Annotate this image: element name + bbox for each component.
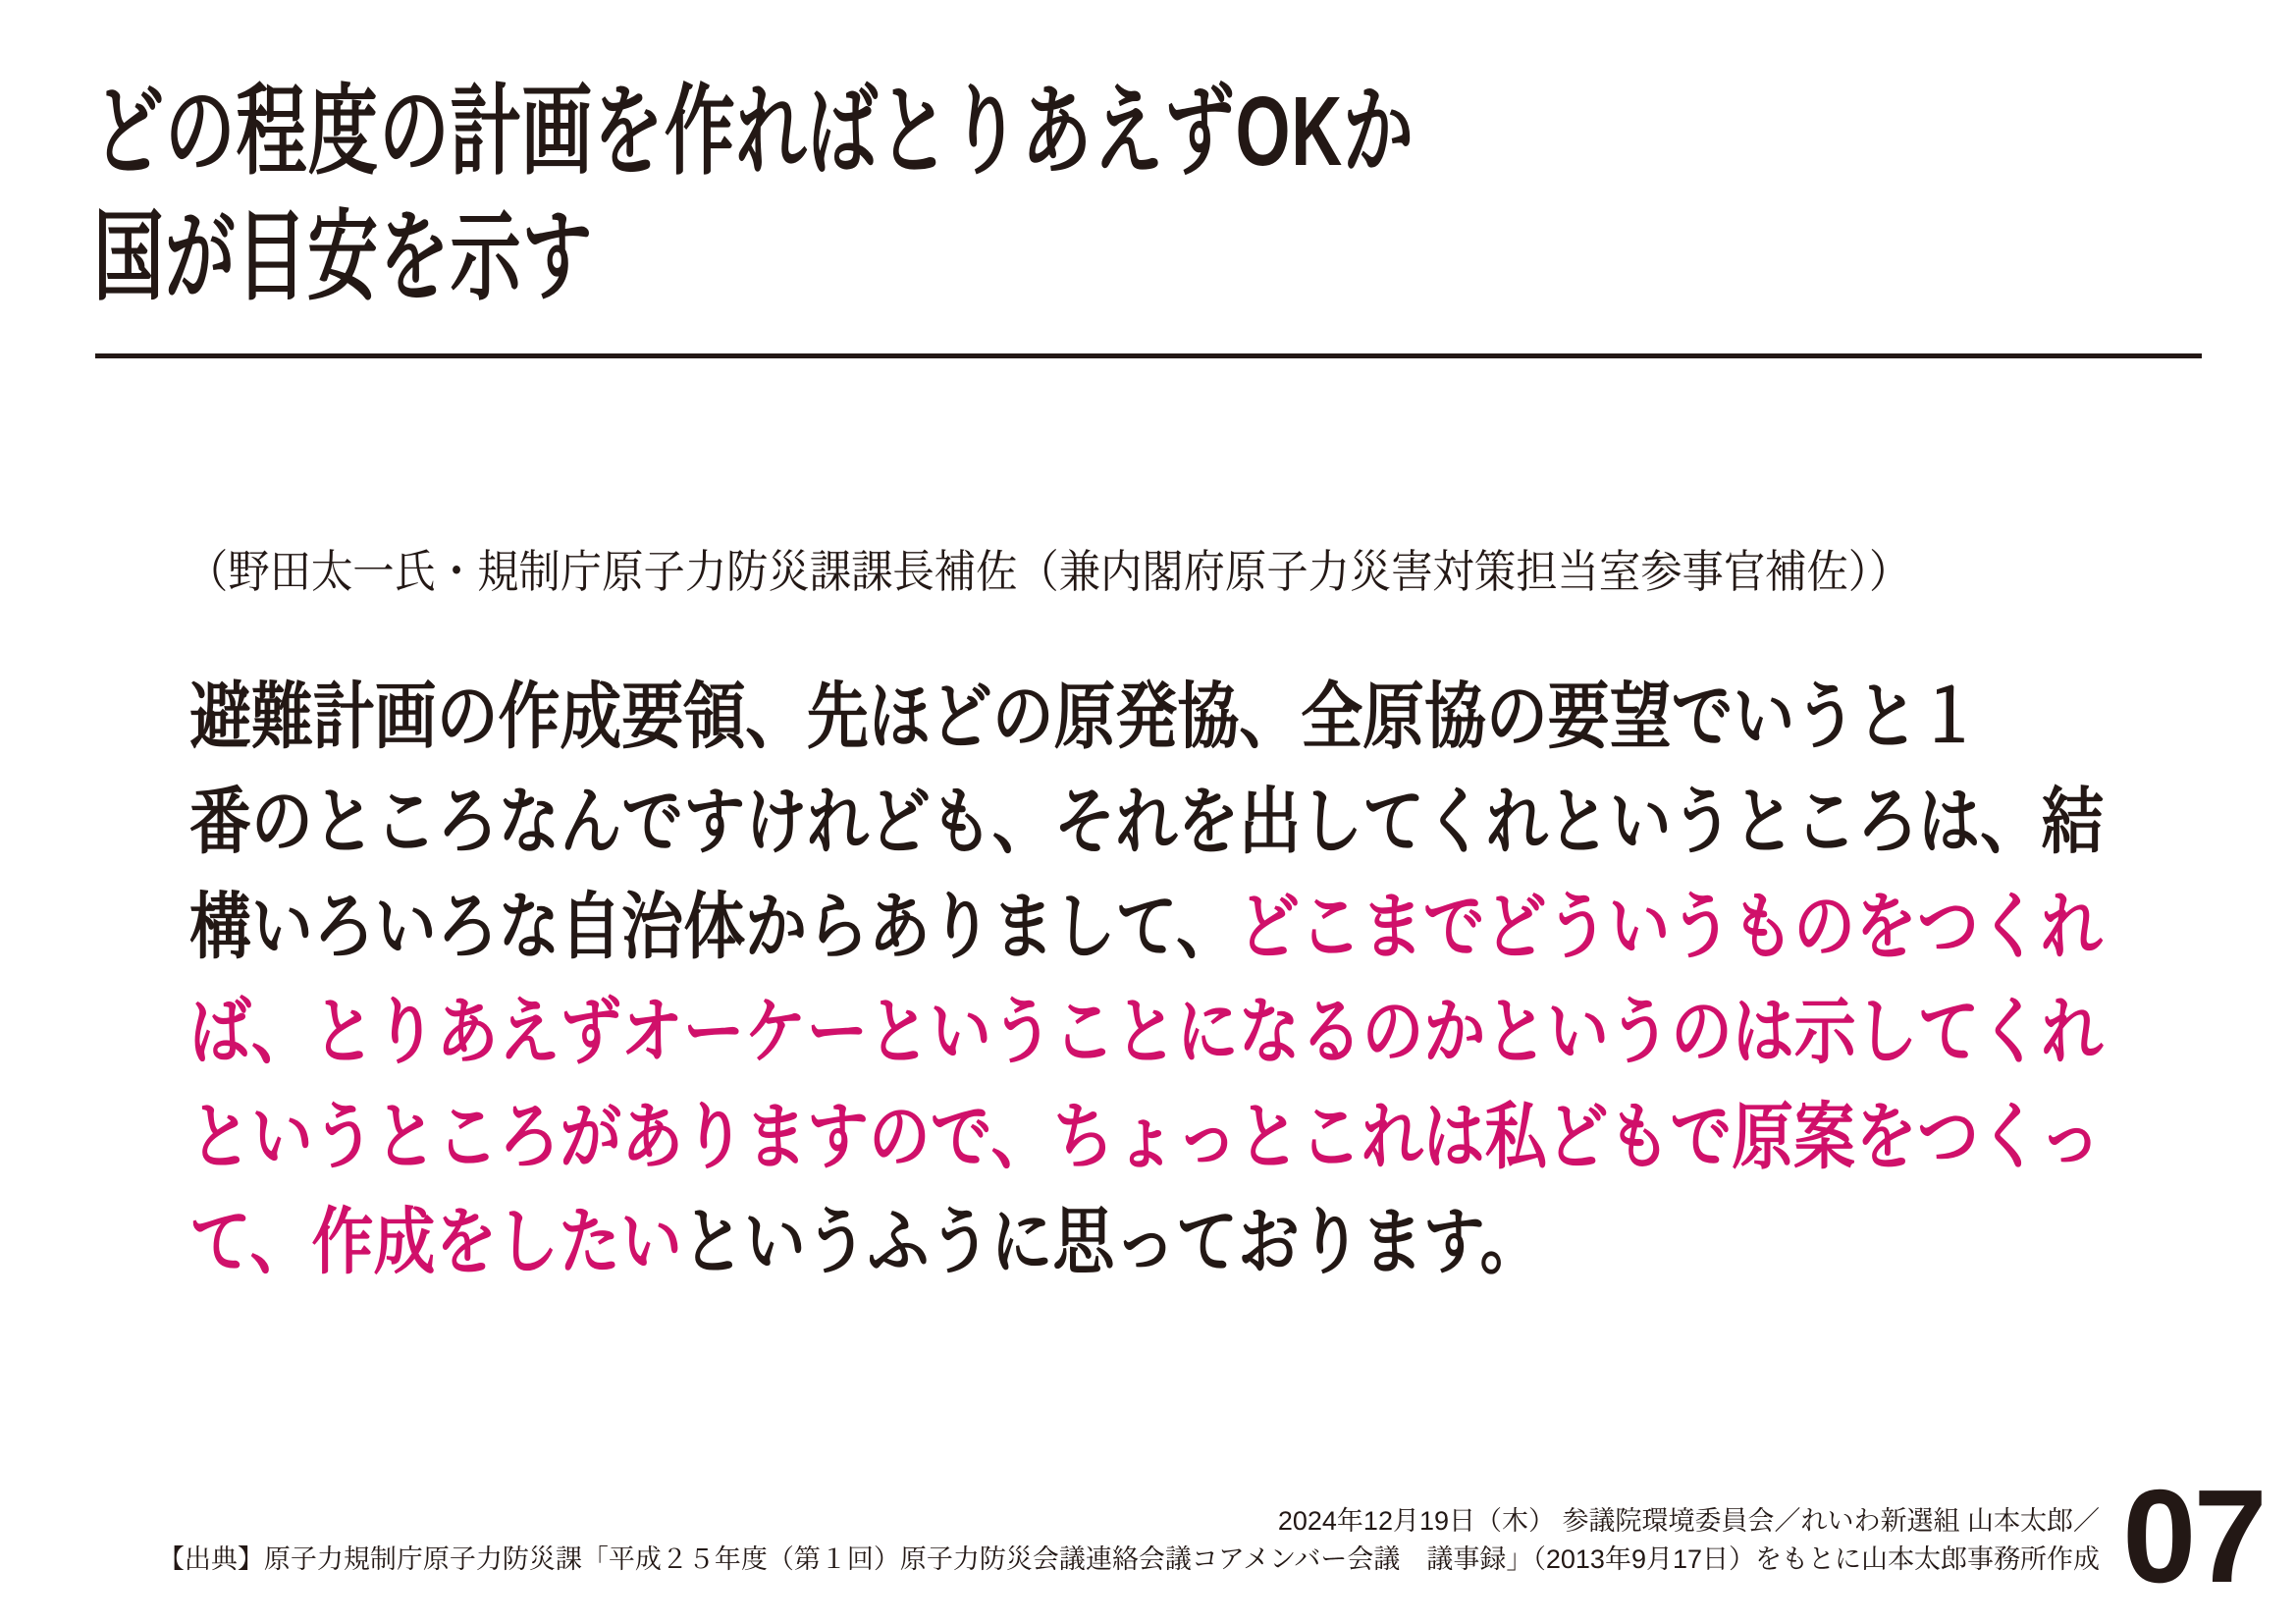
- quote-text: [189, 664, 2104, 1294]
- slide-title-line2: 国が目安を示す: [93, 202, 594, 312]
- quote-segment: 避難計画の作成要領、先ほどの原発協、全原協の要望でいうと１: [189, 676, 1981, 757]
- quote-segment: 番のところなんですけれども、それを出してくれというところは、結: [189, 781, 2104, 862]
- slide-title: [93, 69, 1415, 320]
- footer-credits: [158, 1502, 2100, 1579]
- slide-title-line1: どの程度の計画を作ればとりあえずOKか: [93, 77, 1415, 187]
- quote-highlight-segment: というところがありますので、ちょっとこれは私どもで原案をつくっ: [189, 1096, 2102, 1177]
- quote-highlight-segment: ば、とりあえずオーケーということになるのかというのは示してくれ: [189, 991, 2104, 1072]
- quote-line: [189, 979, 2104, 1084]
- quote-highlight-segment: どこまでどういうものをつくれ: [1238, 886, 2103, 967]
- quote-line: [189, 664, 2104, 769]
- page-number: 07: [2122, 1462, 2265, 1610]
- quote-line: [189, 1189, 2104, 1294]
- title-divider-rule: [95, 353, 2202, 358]
- quote-line: [189, 1084, 2104, 1189]
- quote-segment: 構いろいろな自治体からありまして、: [189, 886, 1239, 967]
- quote-highlight-segment: て、作成をしたい: [189, 1201, 682, 1282]
- quote-line: [189, 874, 2104, 979]
- footer-source-line: 【出典】原子力規制庁原子力防災課「平成２５年度（第１回）原子力防災会議連絡会議コアメンバー会議 議事録」（2013年9月17日）をもとに山本太郎事務所作成: [157, 1544, 2100, 1574]
- footer-credit-line: 2024年12月19日（木） 参議院環境委員会／れいわ新選組 山本太郎／: [1277, 1506, 2100, 1536]
- speaker-attribution: （野田太一氏・規制庁原子力防災課課長補佐（兼内閣府原子力災害対策担当室参事官補佐））: [187, 546, 1911, 597]
- quote-segment: というふうに思っております。: [681, 1201, 1542, 1282]
- quote-line: [189, 769, 2104, 874]
